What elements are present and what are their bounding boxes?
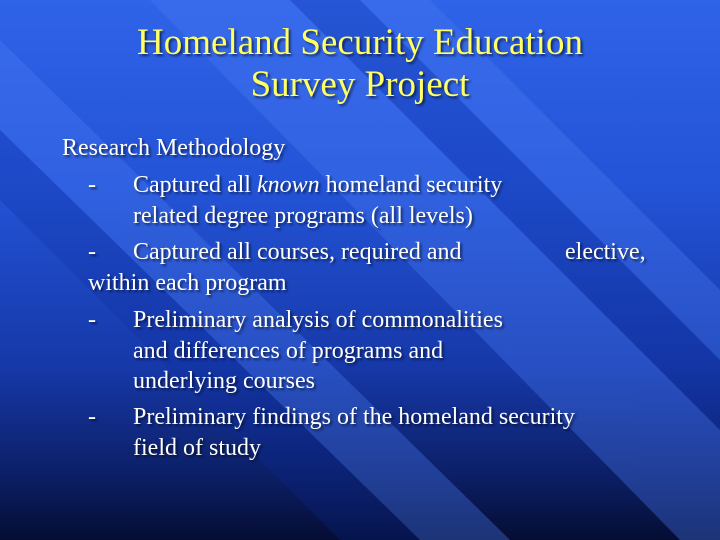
bullet-1-emphasis: known [256,172,320,198]
bullet-2-line-1-tail: elective, [565,239,646,265]
bullet-marker-2: - [88,239,96,265]
bullet-1-line-2: related degree programs (all levels) [133,203,473,229]
title-line-1: Homeland Security Education [137,22,583,63]
bullet-marker-3: - [88,307,96,333]
bullet-marker-4: - [88,404,96,430]
slide-title [40,22,680,106]
bullet-4-line-1: Preliminary findings of the homeland security [133,404,575,430]
bullet-2-line-2: within each program [88,270,287,296]
bullet-1-line-1 [133,170,502,201]
title-line-2: Survey Project [250,64,470,105]
section-heading: Research Methodology [62,135,286,161]
bullet-3-line-3: underlying courses [133,368,315,394]
bullet-1-text-a: Captured all [133,172,257,198]
bullet-1-text-b: homeland security [319,172,503,198]
bullet-3-line-1: Preliminary analysis of commonalities [133,307,503,333]
bullet-marker-1: - [88,172,96,198]
bullet-4-line-2: field of study [133,435,261,461]
bullet-2-line-1: Captured all courses, required and [133,239,462,265]
bullet-3-line-2: and differences of programs and [133,338,444,364]
